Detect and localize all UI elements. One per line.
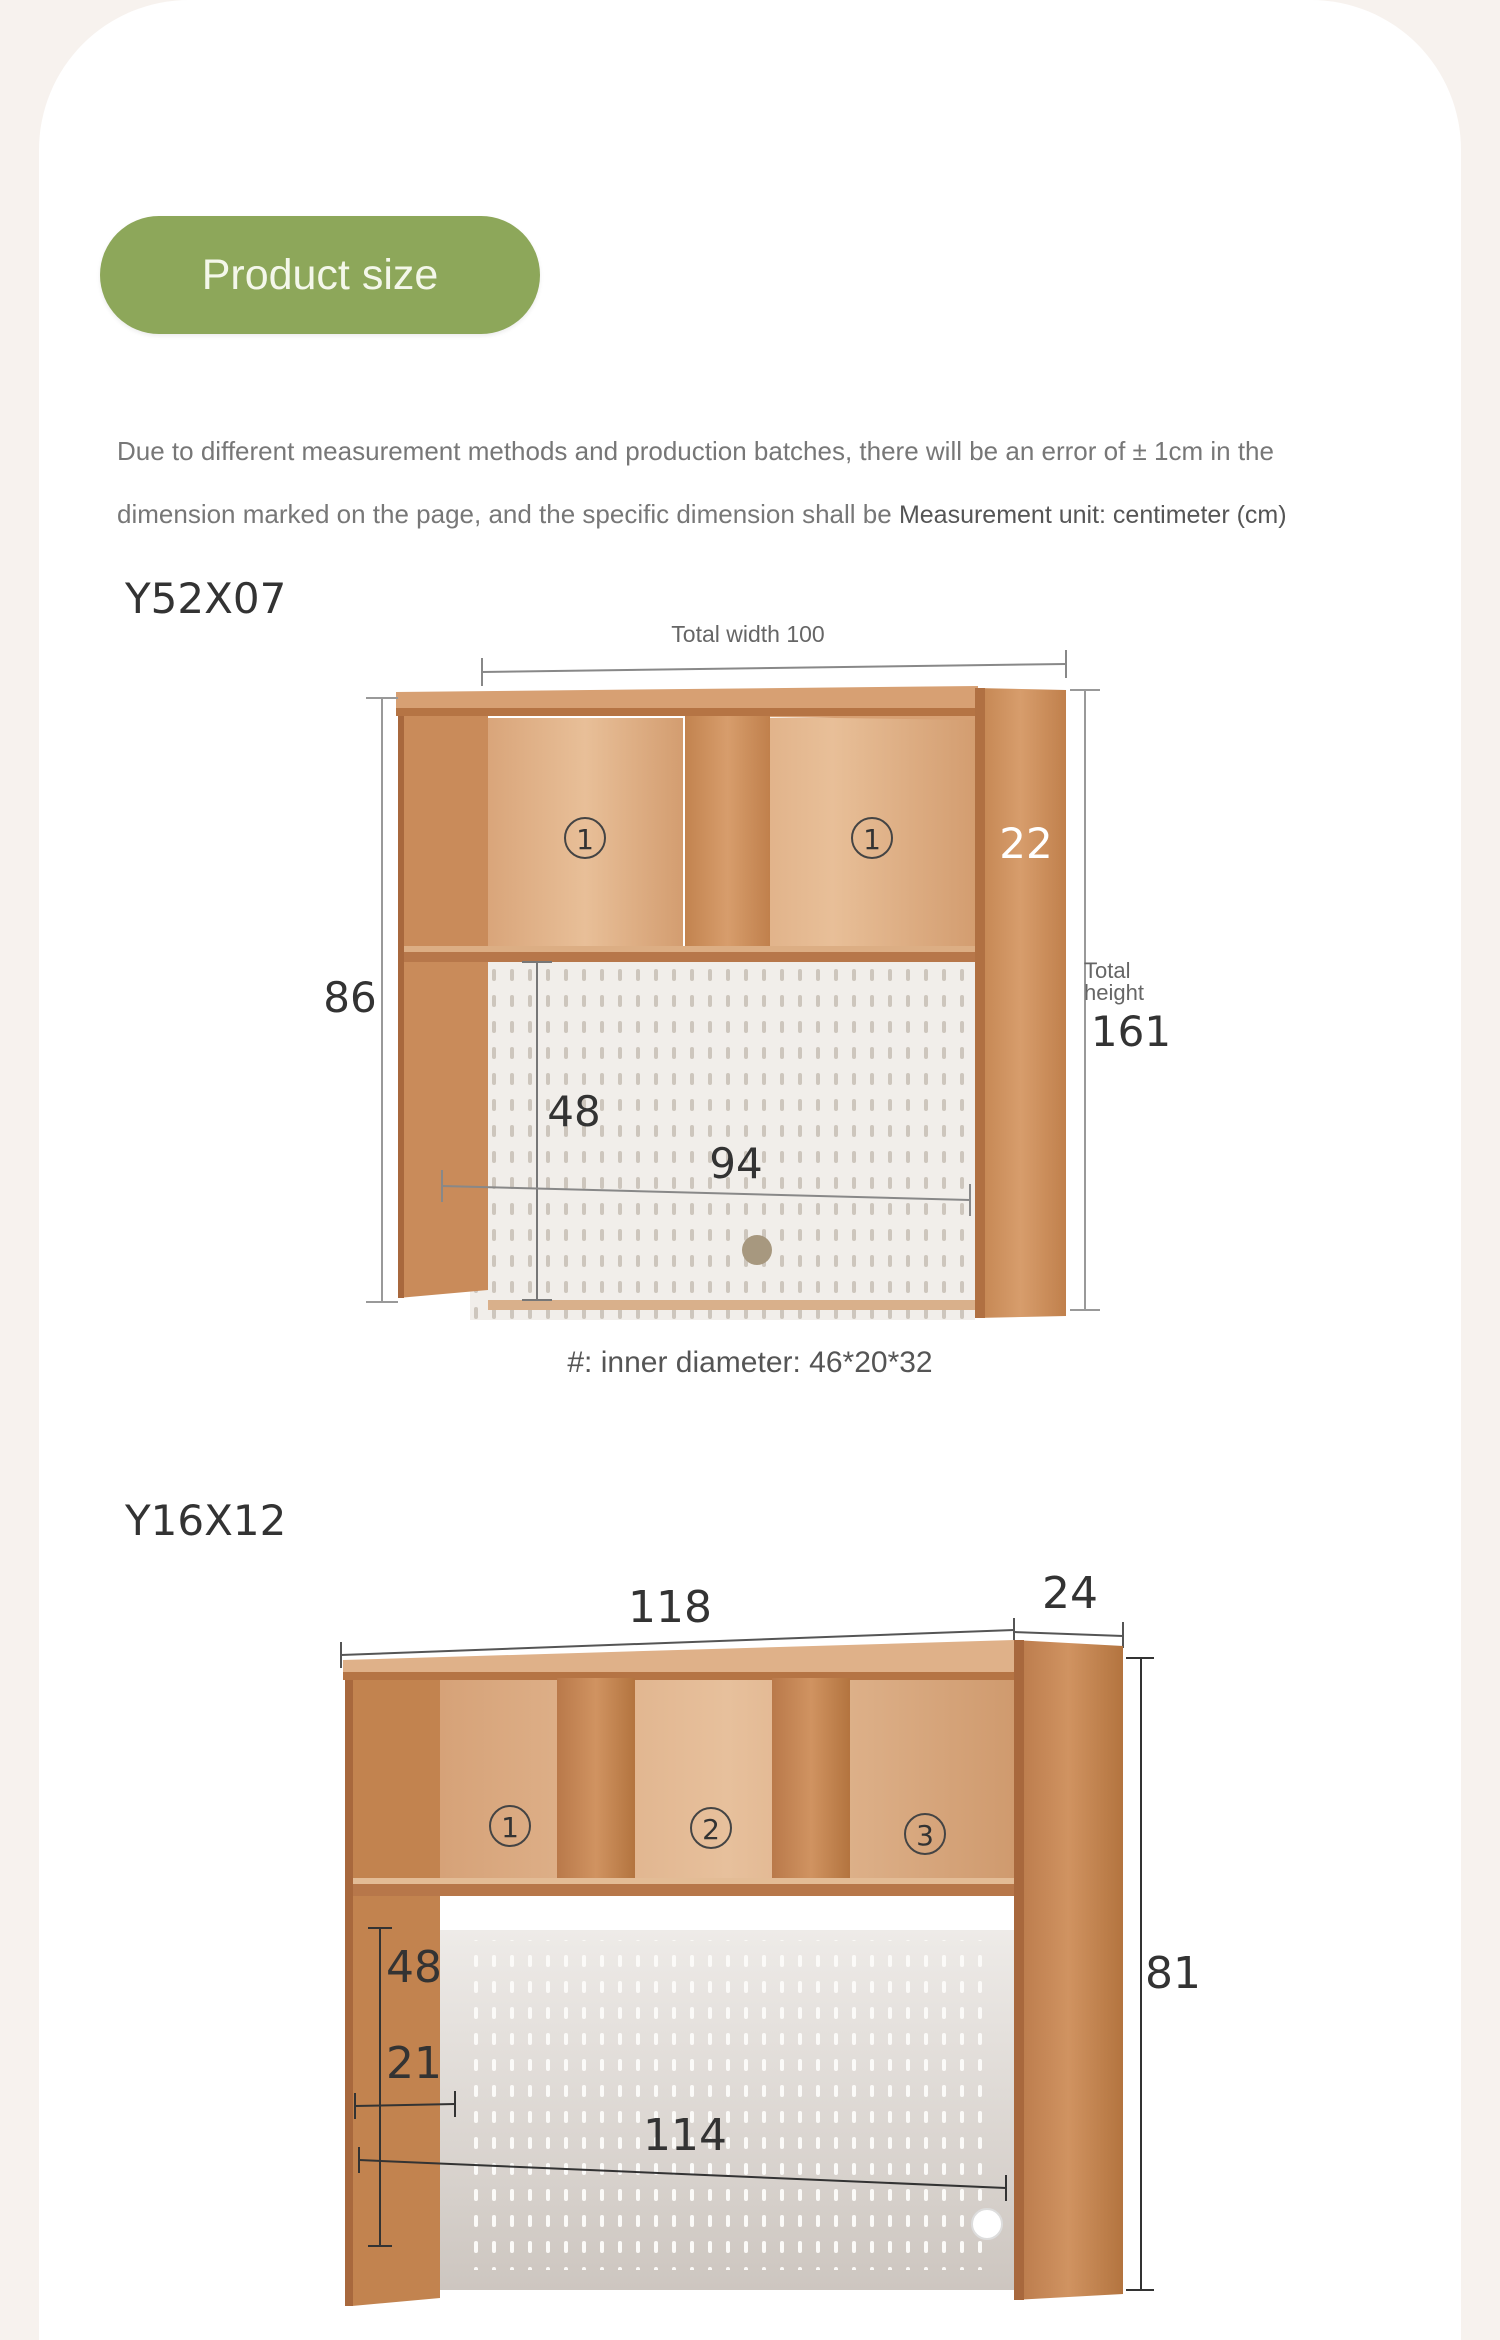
- inner-width-label: 114: [643, 2110, 727, 2161]
- total-width-label: Total width 100: [671, 621, 825, 647]
- inner-height-label: 48: [547, 1087, 601, 1136]
- compartment-number: 2: [702, 1813, 720, 1846]
- height-label: 86: [323, 973, 377, 1022]
- compartment-number: 1: [863, 823, 881, 856]
- total-height-label-1: Total: [1084, 958, 1131, 983]
- width-label: 118: [628, 1582, 712, 1633]
- inner-depth-label: 21: [386, 2038, 442, 2089]
- total-height-label-2: height: [1084, 980, 1144, 1005]
- measurement-unit: Measurement unit: centimeter (cm): [898, 501, 1287, 529]
- compartment-number: 3: [916, 1819, 934, 1852]
- shelf-diagram-y52x07: [0, 600, 1500, 1320]
- inner-diameter-caption: #: inner diameter: 46*20*32: [567, 1346, 933, 1379]
- model-label-y16x12: Y16X12: [125, 1496, 287, 1545]
- depth-label: 22: [999, 819, 1053, 868]
- product-size-button[interactable]: Product size: [100, 216, 540, 334]
- total-height-value: 161: [1090, 1007, 1172, 1056]
- model-label-y52x07: Y52X07: [125, 574, 287, 623]
- compartment-number: 1: [576, 823, 594, 856]
- measurement-note: [117, 420, 1367, 547]
- shelf-diagram-y16x12: [0, 1560, 1500, 2322]
- depth-label: 24: [1042, 1568, 1098, 1619]
- inner-height-label: 48: [386, 1942, 442, 1993]
- measurement-note-text: Due to different measurement methods and production batches, there will be an error of ± 1cm in the dimension marked on the page, and the specific dimension shall be: [117, 436, 1274, 529]
- height-label: 81: [1145, 1948, 1201, 1999]
- inner-width-label: 94: [709, 1139, 763, 1188]
- compartment-number: 1: [501, 1811, 519, 1844]
